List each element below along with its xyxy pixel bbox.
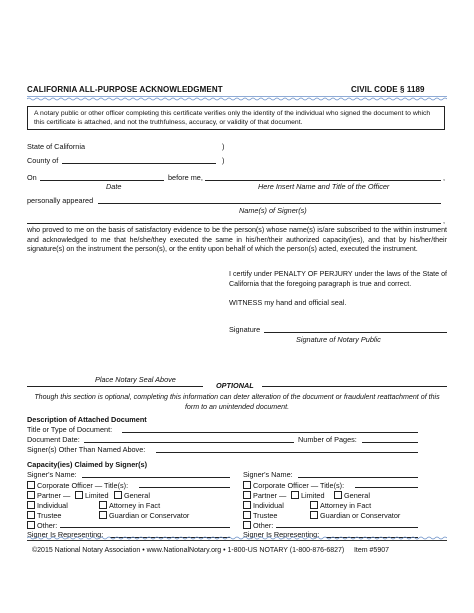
optional-note: Though this section is optional, completing this information can deter alteration of the document or fraudulent reattachment of this form to an unintended document. xyxy=(34,393,440,411)
officer-field[interactable] xyxy=(205,180,441,181)
footer-rule xyxy=(27,540,447,541)
notice-box: A notary public or other officer completing this certificate verifies only the identity of the individual who signed the document to which this certificate is attached, and not the truthfulness, accuracy, or validity of that document. xyxy=(27,106,445,130)
signer1-other[interactable]: Other: xyxy=(27,521,57,529)
signer2-limited[interactable]: Limited xyxy=(291,491,325,499)
checkbox[interactable] xyxy=(291,491,299,499)
date-field[interactable] xyxy=(40,180,164,181)
state-label: State of California xyxy=(27,142,86,151)
evidence-paragraph: who proved to me on the basis of satisfactory evidence to be the person(s) whose name(s) is/are subscribed to the within instrument and acknowledged to me that he/she/they executed the same in his/her/their authorized capacity(ies), and that by his/her/their signature(s) on the instrument the person(s), or the entity upon behalf of which the person(s) acted, executed the instrument. xyxy=(27,226,447,253)
signer1-title-field[interactable] xyxy=(139,487,230,488)
on-label: On xyxy=(27,173,37,182)
description-heading: Description of Attached Document xyxy=(27,415,147,424)
signer-comma: , xyxy=(443,216,446,225)
signer2-general[interactable]: General xyxy=(334,491,370,499)
signer2-individual[interactable]: Individual xyxy=(243,501,284,509)
pages-label: Number of Pages: xyxy=(298,435,357,444)
other-signers-label: Signer(s) Other Than Named Above: xyxy=(27,445,146,454)
signer1-other-field[interactable] xyxy=(60,527,230,528)
checkbox[interactable] xyxy=(27,481,35,489)
signer2-name-field[interactable] xyxy=(298,477,418,478)
state-paren: ) xyxy=(222,142,225,151)
signer1-general[interactable]: General xyxy=(114,491,150,499)
date-caption: Date xyxy=(106,182,122,191)
capacity-heading: Capacity(ies) Claimed by Signer(s) xyxy=(27,460,148,469)
county-paren: ) xyxy=(222,156,225,165)
footer-text: ©2015 National Notary Association • www.NationalNotary.org • 1-800-US NOTARY (1-800-876-6827) Item #5907 xyxy=(32,547,389,554)
signer2-other[interactable]: Other: xyxy=(243,521,273,529)
signer-caption: Name(s) of Signer(s) xyxy=(239,206,307,215)
signer1-representing-label: Signer Is Representing: xyxy=(27,530,104,539)
document-title-label: Title or Type of Document: xyxy=(27,425,113,434)
checkbox[interactable] xyxy=(243,481,251,489)
checkbox[interactable] xyxy=(27,511,35,519)
document-date-label: Document Date: xyxy=(27,435,80,444)
optional-rule-left xyxy=(27,386,203,387)
signer2-trustee[interactable]: Trustee xyxy=(243,511,277,519)
signer2-title-field[interactable] xyxy=(355,487,418,488)
signer1-guardian[interactable]: Guardian or Conservator xyxy=(99,511,189,519)
signer-names-field[interactable] xyxy=(98,203,441,204)
before-me-label: before me, xyxy=(168,173,203,182)
signer2-other-field[interactable] xyxy=(276,527,418,528)
checkbox[interactable] xyxy=(243,521,251,529)
signer1-name-field[interactable] xyxy=(82,477,230,478)
checkbox[interactable] xyxy=(310,501,318,509)
notary-signature-field[interactable] xyxy=(264,332,447,333)
signature-caption: Signature of Notary Public xyxy=(296,335,381,344)
form-title: CALIFORNIA ALL-PURPOSE ACKNOWLEDGMENT xyxy=(27,85,223,94)
optional-rule-right xyxy=(262,386,447,387)
pages-field[interactable] xyxy=(362,442,418,443)
signer2-guardian[interactable]: Guardian or Conservator xyxy=(310,511,400,519)
officer-comma: , xyxy=(443,173,446,182)
signer1-partner[interactable]: Partner — xyxy=(27,491,70,499)
checkbox[interactable] xyxy=(75,491,83,499)
signer2-attorney[interactable]: Attorney in Fact xyxy=(310,501,371,509)
personally-appeared-label: personally appeared xyxy=(27,196,94,205)
witness-statement: WITNESS my hand and official seal. xyxy=(229,298,347,307)
other-signers-field[interactable] xyxy=(156,452,418,453)
signer2-name-label: Signer's Name: xyxy=(243,470,293,479)
signer1-attorney[interactable]: Attorney in Fact xyxy=(99,501,160,509)
optional-heading: OPTIONAL xyxy=(216,381,254,390)
signer-names-field-2[interactable] xyxy=(27,223,441,224)
checkbox[interactable] xyxy=(114,491,122,499)
signature-label: Signature xyxy=(229,325,261,334)
civil-code-label: CIVIL CODE § 1189 xyxy=(351,85,425,94)
checkbox[interactable] xyxy=(310,511,318,519)
perjury-statement: I certify under PENALTY OF PERJURY under the laws of the State of California that the foregoing paragraph is true and correct. xyxy=(229,270,447,288)
signer2-corporate[interactable]: Corporate Officer — Title(s): xyxy=(243,481,344,489)
signer2-representing-label: Signer Is Representing: xyxy=(243,530,320,539)
signer1-limited[interactable]: Limited xyxy=(75,491,109,499)
checkbox[interactable] xyxy=(27,521,35,529)
signer1-name-label: Signer's Name: xyxy=(27,470,77,479)
signer1-individual[interactable]: Individual xyxy=(27,501,68,509)
checkbox[interactable] xyxy=(243,491,251,499)
checkbox[interactable] xyxy=(27,491,35,499)
checkbox[interactable] xyxy=(243,511,251,519)
seal-caption: Place Notary Seal Above xyxy=(95,375,176,384)
checkbox[interactable] xyxy=(99,501,107,509)
header-divider xyxy=(27,96,447,101)
checkbox[interactable] xyxy=(243,501,251,509)
signer2-partner[interactable]: Partner — xyxy=(243,491,286,499)
signer1-trustee[interactable]: Trustee xyxy=(27,511,61,519)
checkbox[interactable] xyxy=(334,491,342,499)
checkbox[interactable] xyxy=(27,501,35,509)
signer1-corporate[interactable]: Corporate Officer — Title(s): xyxy=(27,481,128,489)
document-title-field[interactable] xyxy=(122,432,418,433)
officer-caption: Here Insert Name and Title of the Officer xyxy=(258,182,390,191)
checkbox[interactable] xyxy=(99,511,107,519)
county-field[interactable] xyxy=(62,163,216,164)
document-date-field[interactable] xyxy=(84,442,294,443)
county-label: County of xyxy=(27,156,59,165)
